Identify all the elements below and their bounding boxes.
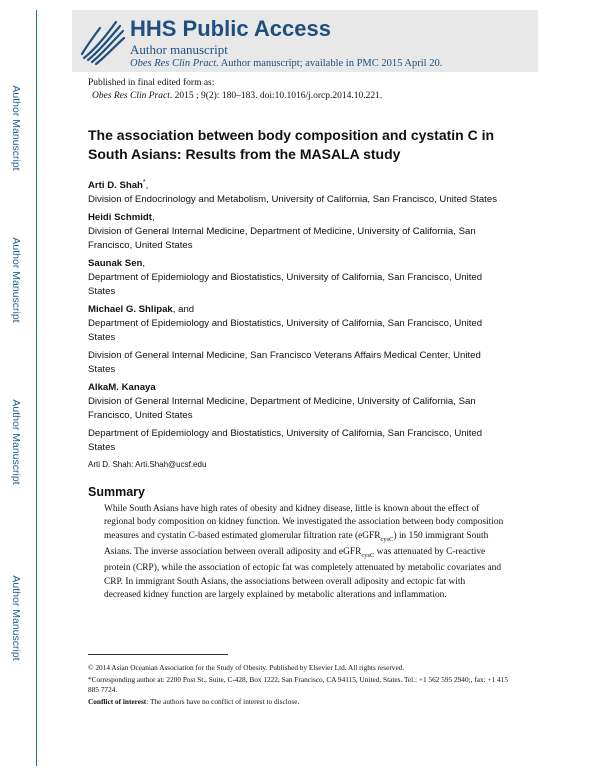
author-entry: AlkaM. Kanaya Division of General Internal Medicine, Department of Medicine, University of California, San Francisco, United States Department of Epidemiology and Biostatistics, University of California, San Francisco, United States xyxy=(88,382,483,454)
sidebar-label: Author Manuscript xyxy=(10,237,22,323)
author-entry: Saunak Sen, Department of Epidemiology and Biostatistics, University of California, San Francisco, United States xyxy=(88,258,483,298)
manuscript-availability: Obes Res Clin Pract. Author manuscript; available in PMC 2015 April 20. xyxy=(130,58,443,69)
sidebar-label: Author Manuscript xyxy=(10,575,22,661)
copyright-note: © 2014 Asian Oceanian Association for the Study of Obesity. Published by Elsevier Ltd. All rights reserved. xyxy=(88,663,405,672)
article-title: The association between body composition and cystatin C in South Asians: Results from the MASALA study xyxy=(88,127,495,162)
manuscript-type: Author manuscript xyxy=(130,42,228,57)
publication-info: Published in final edited form as: Obes Res Clin Pract. 2015 ; 9(2): 180–183. doi:10.1016/j.orcp.2014.10.221. xyxy=(88,78,383,101)
author-email: Arti D. Shah: Arti.Shah@ucsf.edu xyxy=(88,460,207,469)
sidebar-divider xyxy=(36,10,37,766)
sidebar-label: Author Manuscript xyxy=(10,399,22,485)
conflict-note: Conflict of interest: The authors have no conflict of interest to disclose. xyxy=(88,697,300,706)
footnotes xyxy=(88,663,508,709)
author-entry: Michael G. Shlipak, and Department of Epidemiology and Biostatistics, University of California, San Francisco, United States Division of General Internal Medicine, San Francisco Veterans Affairs Medical Center, United States xyxy=(88,304,483,376)
sidebar-label: Author Manuscript xyxy=(10,85,22,171)
author-list xyxy=(88,176,508,459)
author-entry: Heidi Schmidt, Division of General Internal Medicine, Department of Medicine, University of California, San Francisco, United States xyxy=(88,212,476,252)
footnote-divider xyxy=(88,654,228,655)
hhs-title: HHS Public Access xyxy=(130,16,331,41)
summary-heading: Summary xyxy=(88,485,145,499)
author-entry: Arti D. Shah*, Division of Endocrinology and Metabolism, University of California, San Francisco, United States xyxy=(88,179,497,206)
summary-text: While South Asians have high rates of obesity and kidney disease, little is known about the effect of regional body composition on kidney function. We investigated the association between body composition measures and cystatin C-based estimated glomerular filtration rate (eGFR$_{cysC}$) in 150 immigrant South Asians. The inverse association between overall adiposity and eGFR$_{cysC}$ was attenuated by C-reactive protein (CRP), while the association of ectopic fat was completely attenuated by metabolic covariates and CRP. In immigrant South Asians, the associations between overall adiposity and ectopic fat with decreased kidney function are largely explained by metabolic alterations and inflammation. xyxy=(104,504,504,601)
hhs-eagle-logo-icon xyxy=(76,14,128,68)
corresponding-note: *Corresponding author at: 2200 Post St., Suite, C-428, Box 1222, San Francisco, CA 94115, United, States. Tel.: +1 562 595 2940;, fax: +1 415 885 7724. xyxy=(88,675,508,694)
hhs-header xyxy=(72,10,538,72)
